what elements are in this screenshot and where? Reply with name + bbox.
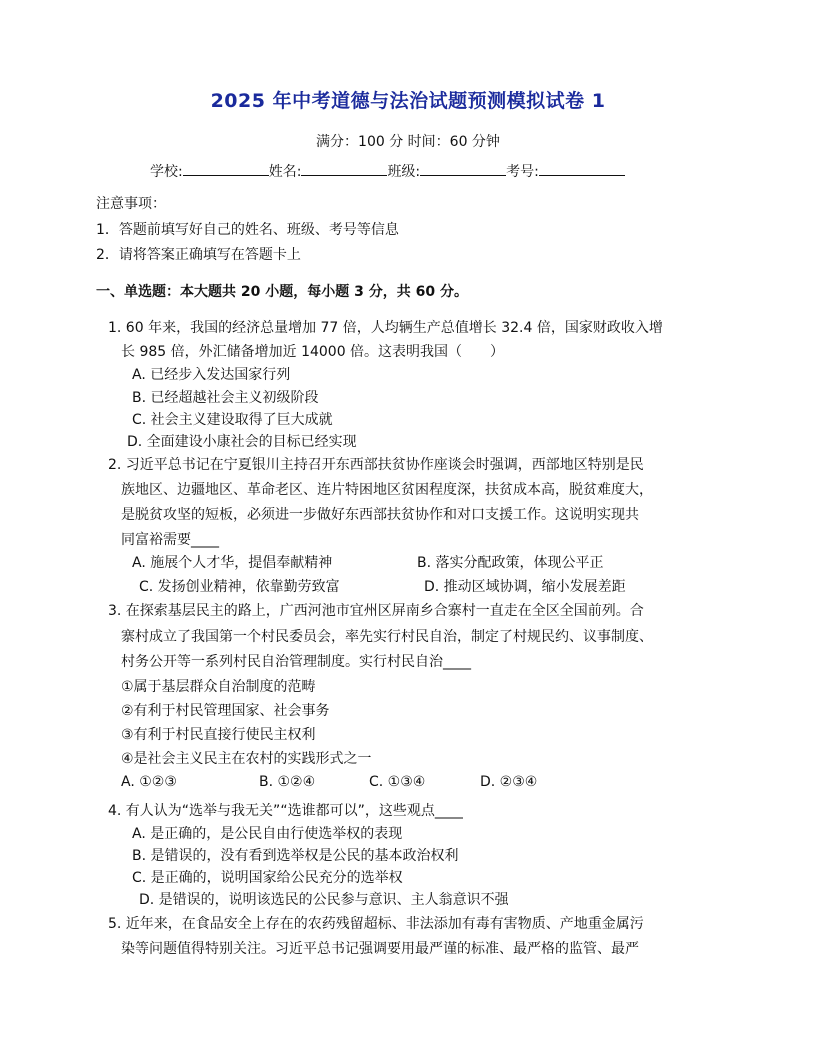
option-c[interactable]: C. 社会主义建设取得了巨大成就 [132,412,333,428]
option-b[interactable]: B. ①②④ [259,774,316,790]
statement: ①属于基层群众自治制度的范畴 [121,679,316,695]
question-3-text: 村务公开等一系列村民自治管理制度。实行村民自治____ [121,654,471,670]
question-2-text: 族地区、边疆地区、革命老区、连片特困地区贫困程度深，扶贫成本高，脱贫难度大， [121,482,653,498]
option-d[interactable]: D. 推动区域协调，缩小发展差距 [424,579,626,595]
section-heading: 一、单选题：本大题共 20 小题，每小题 3 分，共 60 分。 [96,284,468,300]
option-b[interactable]: B. 是错误的，没有看到选举权是公民的基本政治权利 [132,848,459,864]
name-field[interactable] [301,161,387,176]
question-1-text: 1. 60 年来，我国的经济总量增加 77 倍，人均辆生产总值增长 32.4 倍，国家财政收入增 [108,320,663,336]
option-d[interactable]: D. 是错误的，说明该选民的公民参与意识、主人翁意识不强 [139,892,509,908]
option-a[interactable]: A. 是正确的，是公民自由行使选举权的表现 [132,826,403,842]
option-c[interactable]: C. 发扬创业精神，依靠勤劳致富 [139,579,340,595]
note-item: 2．请将答案正确填写在答题卡上 [96,247,301,263]
exam-no-label: 考号: [506,164,539,180]
option-d[interactable]: D. 全面建设小康社会的目标已经实现 [127,434,357,450]
option-b[interactable]: B. 落实分配政策，体现公平正 [417,555,604,571]
option-c[interactable]: C. 是正确的，说明国家给公民充分的选举权 [132,870,403,886]
question-2-text: 同富裕需要____ [121,532,219,548]
question-4-text: 4. 有人认为“选举与我无关”“选谁都可以”，这些观点____ [108,803,463,819]
option-a[interactable]: A. ①②③ [121,774,177,790]
note-item: 1．答题前填写好自己的姓名、班级、考号等信息 [96,222,399,238]
student-info-fields [150,161,625,181]
option-c[interactable]: C. ①③④ [369,774,426,790]
name-label: 姓名: [268,164,302,180]
option-b[interactable]: B. 已经超越社会主义初级阶段 [132,390,319,406]
question-1-text: 长 985 倍，外汇储备增加近 14000 倍。这表明我国（ ） [121,344,505,360]
school-field[interactable] [183,161,269,176]
question-2-text: 2. 习近平总书记在宁夏银川主持召开东西部扶贫协作座谈会时强调，西部地区特别是民 [108,457,644,473]
question-5-text: 染等问题值得特别关注。习近平总书记强调要用最严谨的标准、最严格的监管、最严 [121,941,639,957]
statement: ②有利于村民管理国家、社会事务 [121,703,330,719]
notes-heading: 注意事项： [96,196,166,212]
question-5-text: 5. 近年来，在食品安全上存在的农药残留超标、非法添加有毒有害物质、产地重金属污 [108,916,644,932]
option-d[interactable]: D. ②③④ [480,774,538,790]
school-label: 学校: [150,164,183,180]
option-a[interactable]: A. 施展个人才华，提倡奉献精神 [132,555,333,571]
question-3-text: 3. 在探索基层民主的路上，广西河池市宜州区屏南乡合寨村一直走在全区全国前列。合 [108,603,644,619]
statement: ④是社会主义民主在农村的实践形式之一 [121,751,372,767]
class-label: 班级: [387,164,421,180]
page-title: 2025 年中考道德与法治试题预测模拟试卷 1 [210,90,606,112]
exam-info: 满分：100 分 时间：60 分钟 [316,134,500,150]
exam-no-field[interactable] [539,161,625,176]
question-3-text: 寨村成立了我国第一个村民委员会，率先实行村民自治，制定了村规民约、议事制度、 [121,629,653,645]
statement: ③有利于村民直接行使民主权利 [121,727,316,743]
class-field[interactable] [420,161,506,176]
option-a[interactable]: A. 已经步入发达国家行列 [132,367,291,383]
question-2-text: 是脱贫攻坚的短板，必须进一步做好东西部扶贫协作和对口支援工作。这说明实现共 [121,507,639,523]
